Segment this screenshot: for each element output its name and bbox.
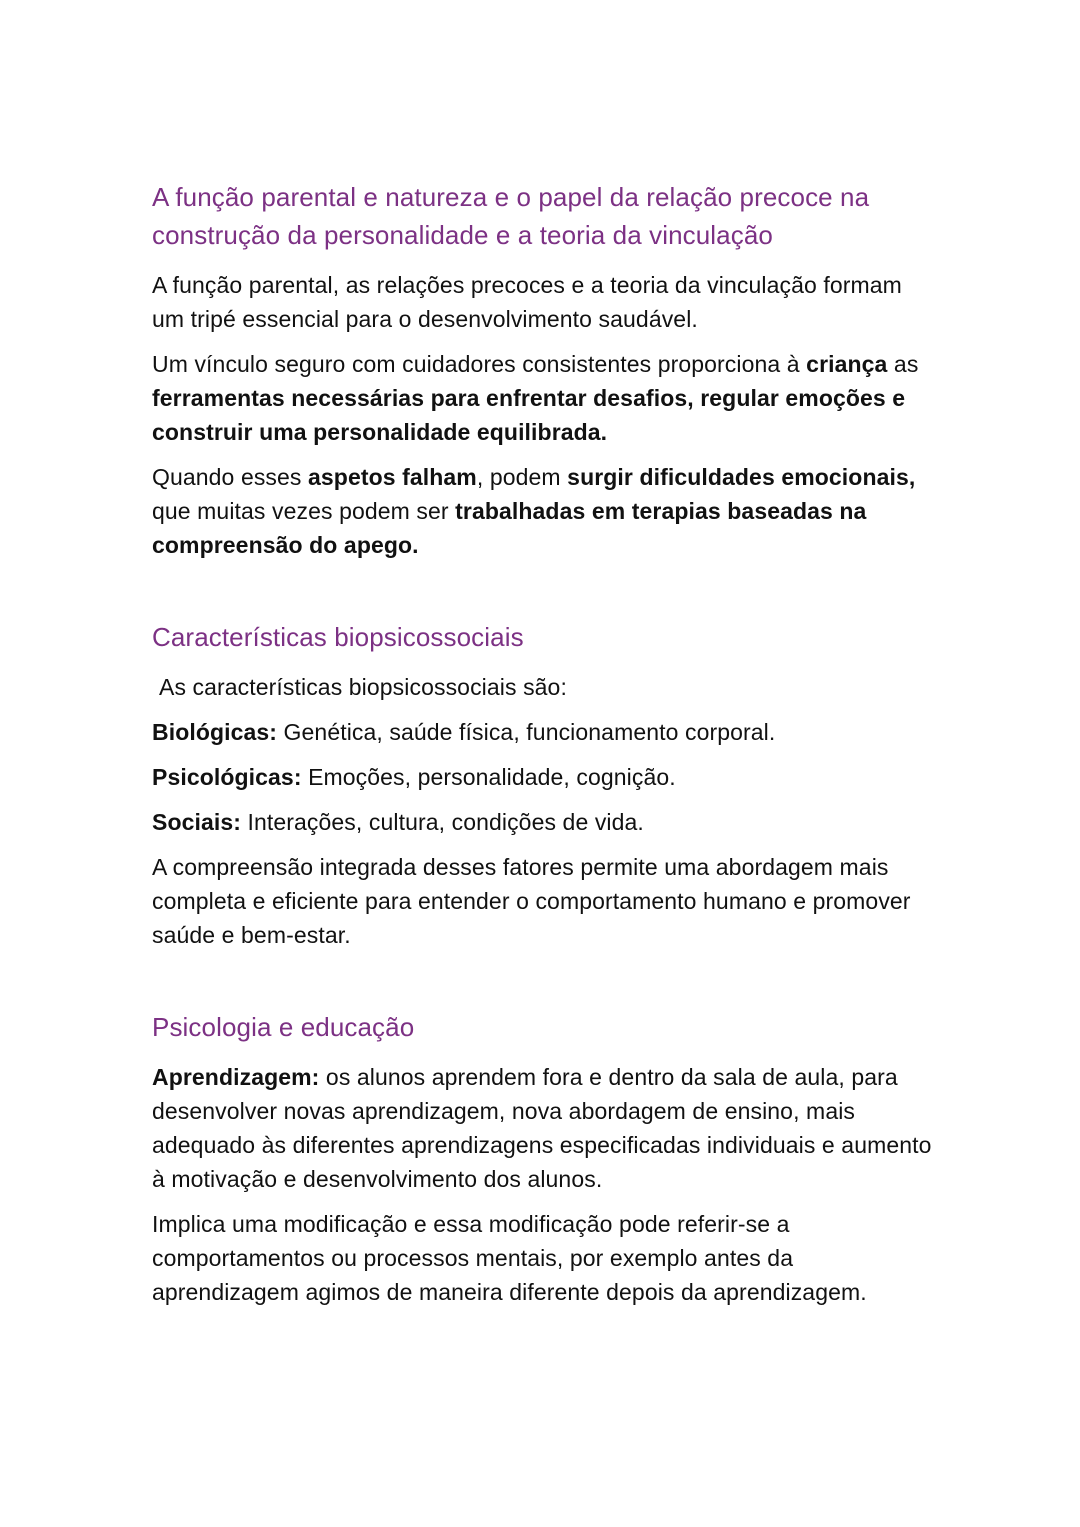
document-content (152, 178, 940, 1309)
text-run: Emoções, personalidade, cognição. (301, 764, 676, 790)
section3-paragraph-aprendizagem (152, 1060, 940, 1196)
section2-intro (152, 670, 940, 704)
text-run: As características biopsicossociais são: (159, 674, 567, 700)
section2-item-sociais (152, 805, 940, 839)
text-run: A compreensão integrada desses fatores permite uma abordagem mais completa e eficiente para entender o comportamento humano e promover saúde e bem-estar. (152, 854, 911, 948)
section1-heading: A função parental e natureza e o papel da relação precoce na construção da personalidade e a teoria da vinculação (152, 182, 870, 250)
bold-run: aspetos falham (308, 464, 477, 490)
text-run: as (887, 351, 919, 377)
text-run: Interações, cultura, condições de vida. (241, 809, 644, 835)
bold-run: Sociais: (152, 809, 242, 835)
section1-paragraph-2 (152, 347, 940, 449)
section3-paragraph-2 (152, 1207, 940, 1309)
bold-run: trabalhadas em terapias baseadas na compreensão do apego. (152, 498, 867, 558)
bold-run: ferramentas necessárias para enfrentar desafios, regular emoções e construir uma personalidade equilibrada. (152, 385, 906, 445)
text-run: Genética, saúde física, funcionamento corporal. (277, 719, 776, 745)
text-run: A função parental, as relações precoces e a teoria da vinculação formam um tripé essencial para o desenvolvimento saudável. (152, 272, 902, 332)
section1-paragraph-1 (152, 268, 940, 336)
bold-run: Biológicas: (152, 719, 278, 745)
section2-item-psicologicas (152, 760, 940, 794)
section1-paragraph-3 (152, 460, 940, 562)
bold-run: surgir dificuldades emocionais, (567, 464, 916, 490)
text-run: Quando esses (152, 464, 309, 490)
section2-item-biologicas (152, 715, 940, 749)
section2-heading: Características biopsicossociais (152, 622, 524, 652)
section3-heading: Psicologia e educação (152, 1012, 415, 1042)
section2-paragraph-1 (152, 850, 940, 952)
text-run: que muitas vezes podem ser (152, 498, 456, 524)
text-run: Um vínculo seguro com cuidadores consistentes proporciona à (152, 351, 807, 377)
bold-run: Aprendizagem: (152, 1064, 320, 1090)
bold-run: Psicológicas: (152, 764, 302, 790)
text-run: Implica uma modificação e essa modificação pode referir-se a comportamentos ou processos mentais, por exemplo antes da aprendizagem agimos de maneira diferente depois da aprendizagem. (152, 1211, 867, 1305)
text-run: , podem (476, 464, 568, 490)
bold-run: criança (806, 351, 888, 377)
text-run: os alunos aprendem fora e dentro da sala de aula, para desenvolver novas aprendizagem, nova abordagem de ensino, mais adequado às diferentes aprendizagens especificadas individuais e aumento à motivação e desenvolvimento dos alunos. (152, 1064, 932, 1192)
